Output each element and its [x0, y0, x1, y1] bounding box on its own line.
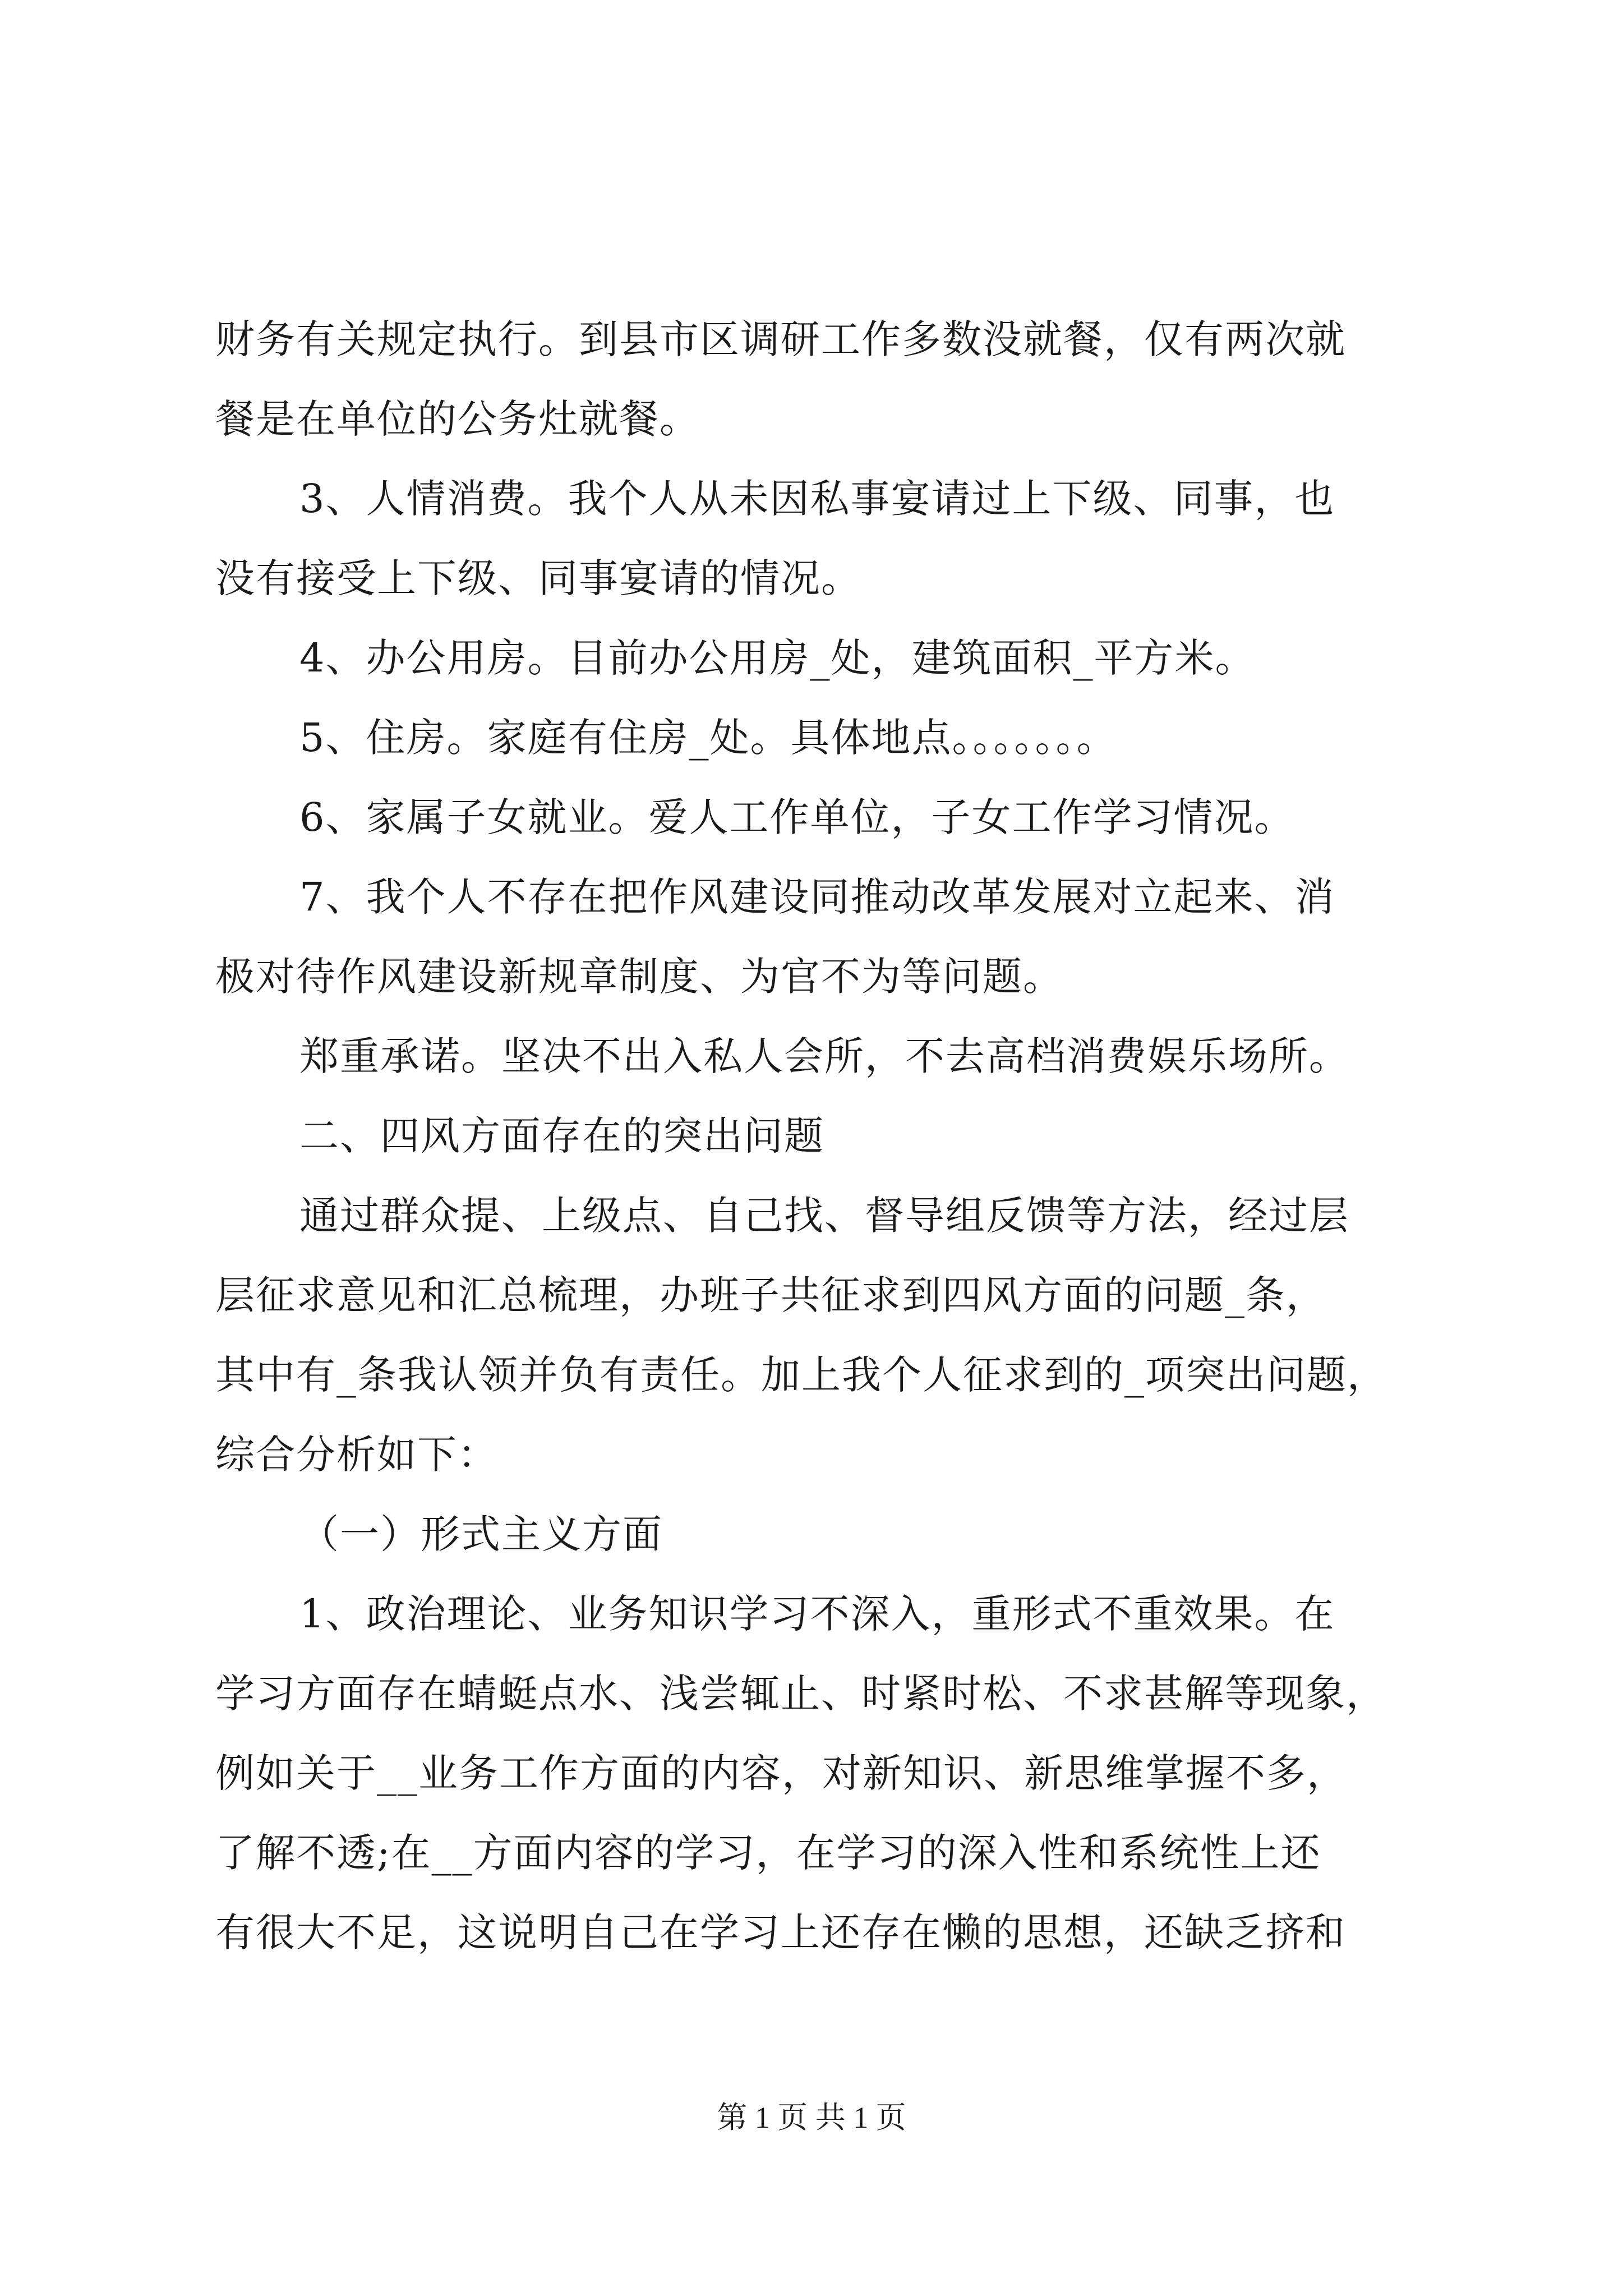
text-line: 有很大不足，这说明自己在学习上还存在懒的思想，还缺乏挤和 — [215, 1910, 1346, 1955]
text-line: 了解不透;在__方面内容的学习，在学习的深入性和系统性上还 — [215, 1830, 1321, 1876]
text-line: 3、人情消费。我个人从未因私事宴请过上下级、同事，也 — [299, 476, 1335, 522]
text-line: 6、家属子女就业。爱人工作单位，子女工作学习情况。 — [299, 794, 1295, 840]
text-line: 极对待作风建设新规章制度、为官不为等问题。 — [215, 954, 1063, 1000]
text-line: 5、住房。家庭有住房_处。具体地点。。。。。。。 — [299, 715, 1117, 761]
page-footer: 第 1 页 共 1 页 — [717, 2101, 906, 2134]
text-line: 学习方面存在蜻蜓点水、浅尝辄止、时紧时松、不求甚解等现象， — [215, 1671, 1386, 1717]
text-line: 餐是在单位的公务灶就餐。 — [215, 396, 700, 442]
text-line: 4、办公用房。目前办公用房_处，建筑面积_平方米。 — [299, 635, 1256, 681]
text-line: 例如关于__业务工作方面的内容，对新知识、新思维掌握不多， — [215, 1750, 1347, 1796]
text-line: 综合分析如下： — [215, 1432, 498, 1478]
text-line: 通过群众提、上级点、自己找、督导组反馈等方法，经过层 — [299, 1193, 1349, 1239]
text-line: 财务有关规定执行。到县市区调研工作多数没就餐，仅有两次就 — [215, 316, 1346, 362]
text-line: 郑重承诺。坚决不出入私人会所，不去高档消费娱乐场所。 — [299, 1033, 1349, 1079]
subsection-heading: （一）形式主义方面 — [299, 1511, 663, 1557]
text-line: 层征求意见和汇总梳理，办班子共征求到四风方面的问题_条， — [215, 1272, 1326, 1318]
text-line: 1、政治理论、业务知识学习不深入，重形式不重效果。在 — [299, 1591, 1335, 1637]
text-line: 其中有_条我认领并负有责任。加上我个人征求到的_项突出问题， — [215, 1352, 1387, 1398]
text-line: 没有接受上下级、同事宴请的情况。 — [215, 555, 861, 601]
text-line: 7、我个人不存在把作风建设同推动改革发展对立起来、消 — [299, 874, 1335, 920]
section-heading: 二、四风方面存在的突出问题 — [299, 1113, 824, 1159]
